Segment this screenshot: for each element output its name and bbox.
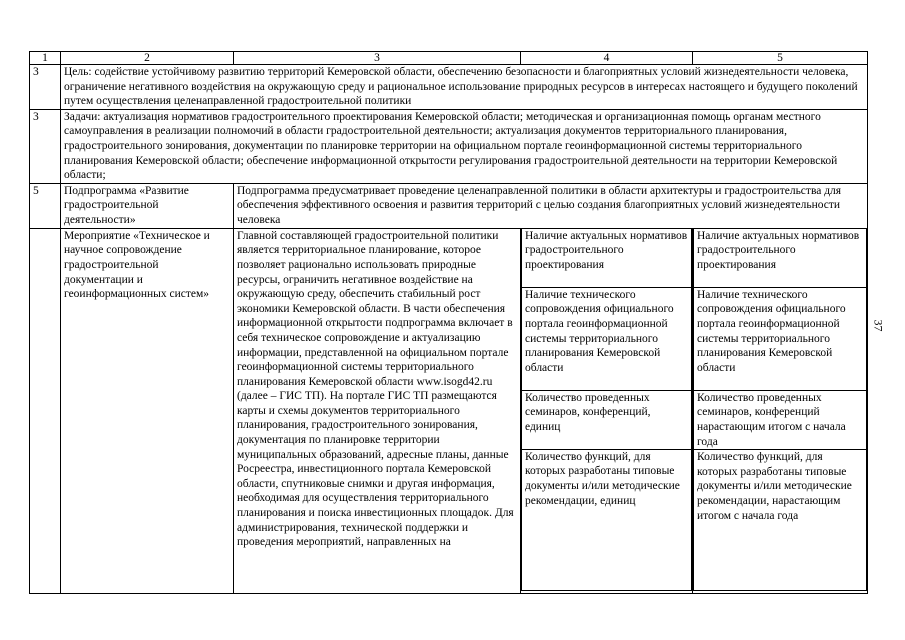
subprogram-name: Подпрограмма «Развитие градостроительной деятельности» — [61, 183, 234, 228]
header-row — [30, 52, 868, 65]
indicator-col4-3: Количество проведенных семинаров, конференций, единиц — [522, 390, 692, 449]
header-cell-1: 1 — [30, 52, 61, 65]
event-num — [30, 228, 61, 593]
indicators-col4-table — [521, 229, 692, 591]
indicator-col4-1: Наличие актуальных нормативов градостроительного проектирования — [522, 229, 692, 288]
header-cell-2: 2 — [61, 52, 234, 65]
indicators-col4 — [521, 228, 693, 593]
indicator-col5-4: Количество функций, для которых разработаны типовые документы и/или методические рекомендации, нарастающим итогом с начала года — [694, 450, 867, 591]
indicator-col5-2: Наличие технического сопровождения официального портала геоинформационной системы территориального планирования Кемеровской области — [694, 287, 867, 390]
program-table — [29, 51, 868, 594]
tasks-num: 3 — [30, 109, 61, 183]
event-name: Мероприятие «Техническое и научное сопровождение градостроительной документации и геоинформационных систем» — [61, 228, 234, 593]
indicators-col5 — [693, 228, 868, 593]
event-description — [234, 228, 521, 593]
header-cell-3: 3 — [234, 52, 521, 65]
goal-row — [30, 65, 868, 110]
subprogram-num: 5 — [30, 183, 61, 228]
subprogram-row — [30, 183, 868, 228]
goal-num: 3 — [30, 65, 61, 110]
tasks-text: Задачи: актуализация нормативов градостроительного проектирования Кемеровской области; методическая и организационная помощь органам местного самоуправления в реализации полномочий в области градостроительной деятельности; актуализация документов территориального планирования, градостроительного зонирования, документации по планировке территории на официальном портале геоинформационной системы территориального планирования Кемеровской области; обеспечение информационной открытости регулирования градостроительной деятельности на территории Кемеровской области; — [61, 109, 868, 183]
indicator-col4-4: Количество функций, для которых разработаны типовые документы и/или методические рекомендации, единиц — [522, 449, 692, 590]
indicator-col5-3: Количество проведенных семинаров, конференций нарастающим итогом с начала года — [694, 390, 867, 449]
page-number: 37 — [871, 319, 886, 332]
indicators-col5-table — [693, 229, 867, 591]
goal-text: Цель: содействие устойчивому развитию территорий Кемеровской области, обеспечению безопасности и благоприятных условий жизнедеятельности человека, ограничение негативного воздействия на окружающую среду и рациональное использование природных ресурсов в интересах настоящего и будущего поколений путем осуществления целенаправленной градостроительной политики — [61, 65, 868, 110]
event-row — [30, 228, 868, 593]
header-cell-4: 4 — [521, 52, 693, 65]
indicator-col5-1: Наличие актуальных нормативов градостроительного проектирования — [694, 229, 867, 288]
tasks-row — [30, 109, 868, 183]
header-cell-5: 5 — [693, 52, 868, 65]
indicator-col4-2: Наличие технического сопровождения официального портала геоинформационной системы территориального планирования Кемеровской области — [522, 287, 692, 390]
subprogram-text: Подпрограмма предусматривает проведение целенаправленной политики в области архитектуры и градостроительства для обеспечения эффективного освоения и развития территорий с целью создания благоприятных условий жизнедеятельности человека — [234, 183, 868, 228]
event-description-text: Главной составляющей градостроительной политики является территориальное планирование, которое позволяет рационально использовать природные ресурсы, ограничить негативное воздействие на окружающую среду, обеспечить стабильный рост экономики Кемеровской области. В части обеспечения информационной открытости подпрограмма включает в себя техническое сопровождение и актуализацию информации, представленной на официальном портале геоинформационной системы территориального планирования Кемеровской области www.isogd42.ru (далее – ГИС ТП). На портале ГИС ТП размещаются карты и схемы документов территориального планирования, градостроительного зонирования, документация по планировке территории муниципальных образований, адресные планы, данные Росреестра, инвестиционного портала Кемеровской области, спутниковые снимки и другая информация, необходимая для осуществления территориального планирования и поиска инвестиционных площадок. Для администрирования, технической поддержки и проведения мероприятий, направленных на — [237, 229, 514, 549]
